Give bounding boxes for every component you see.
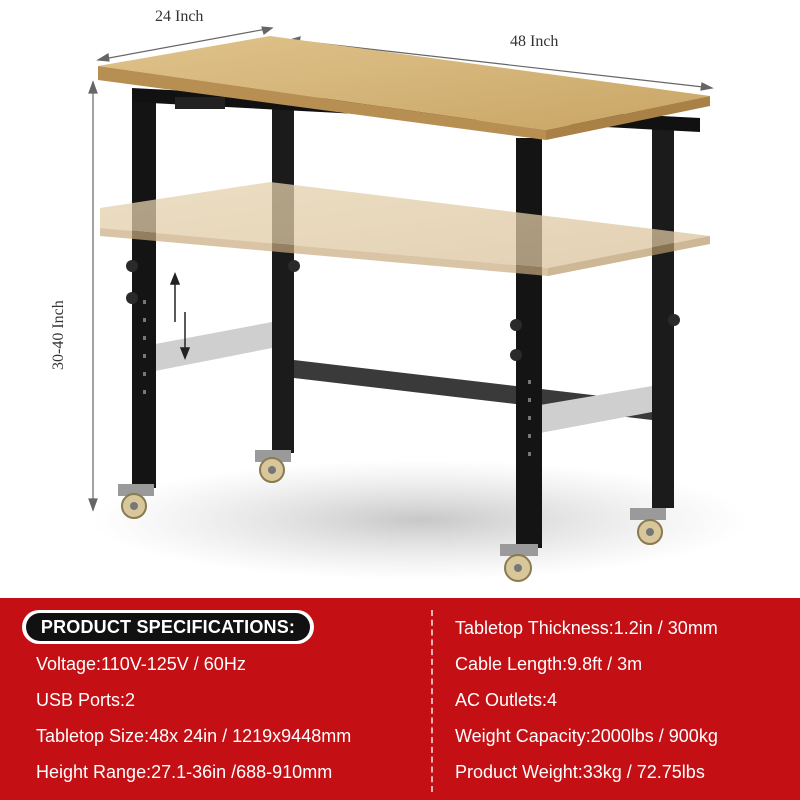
spec-weight-capacity: Weight Capacity:2000lbs / 900kg xyxy=(455,726,718,746)
specifications-panel xyxy=(0,598,800,800)
spec-tabletop-size: Tabletop Size:48x 24in / 1219x9448mm xyxy=(36,726,352,746)
spec-cable-length: Cable Length:9.8ft / 3m xyxy=(455,654,643,674)
spec-heading-badge xyxy=(22,610,314,644)
spec-tabletop-thickness: Tabletop Thickness:1.2in / 30mm xyxy=(455,618,718,638)
spec-divider xyxy=(431,610,433,792)
width-dimension-label: 24 Inch xyxy=(155,8,204,25)
length-dimension-label: 48 Inch xyxy=(510,33,559,50)
power-strip xyxy=(175,97,225,109)
back-legs xyxy=(272,108,674,508)
spec-product-weight: Product Weight:33kg / 72.75lbs xyxy=(455,762,705,782)
left-side-crossbar xyxy=(150,322,272,372)
height-dimension-label: 30-40 Inch xyxy=(50,300,67,370)
spec-height-range: Height Range:27.1-36in /688-910mm xyxy=(36,762,333,782)
spec-heading: PRODUCT SPECIFICATIONS: xyxy=(26,613,310,641)
spec-voltage: Voltage:110V-125V / 60Hz xyxy=(36,654,246,674)
spec-ac-outlets: AC Outlets:4 xyxy=(455,690,558,710)
spec-usb-ports: USB Ports:2 xyxy=(36,690,136,710)
